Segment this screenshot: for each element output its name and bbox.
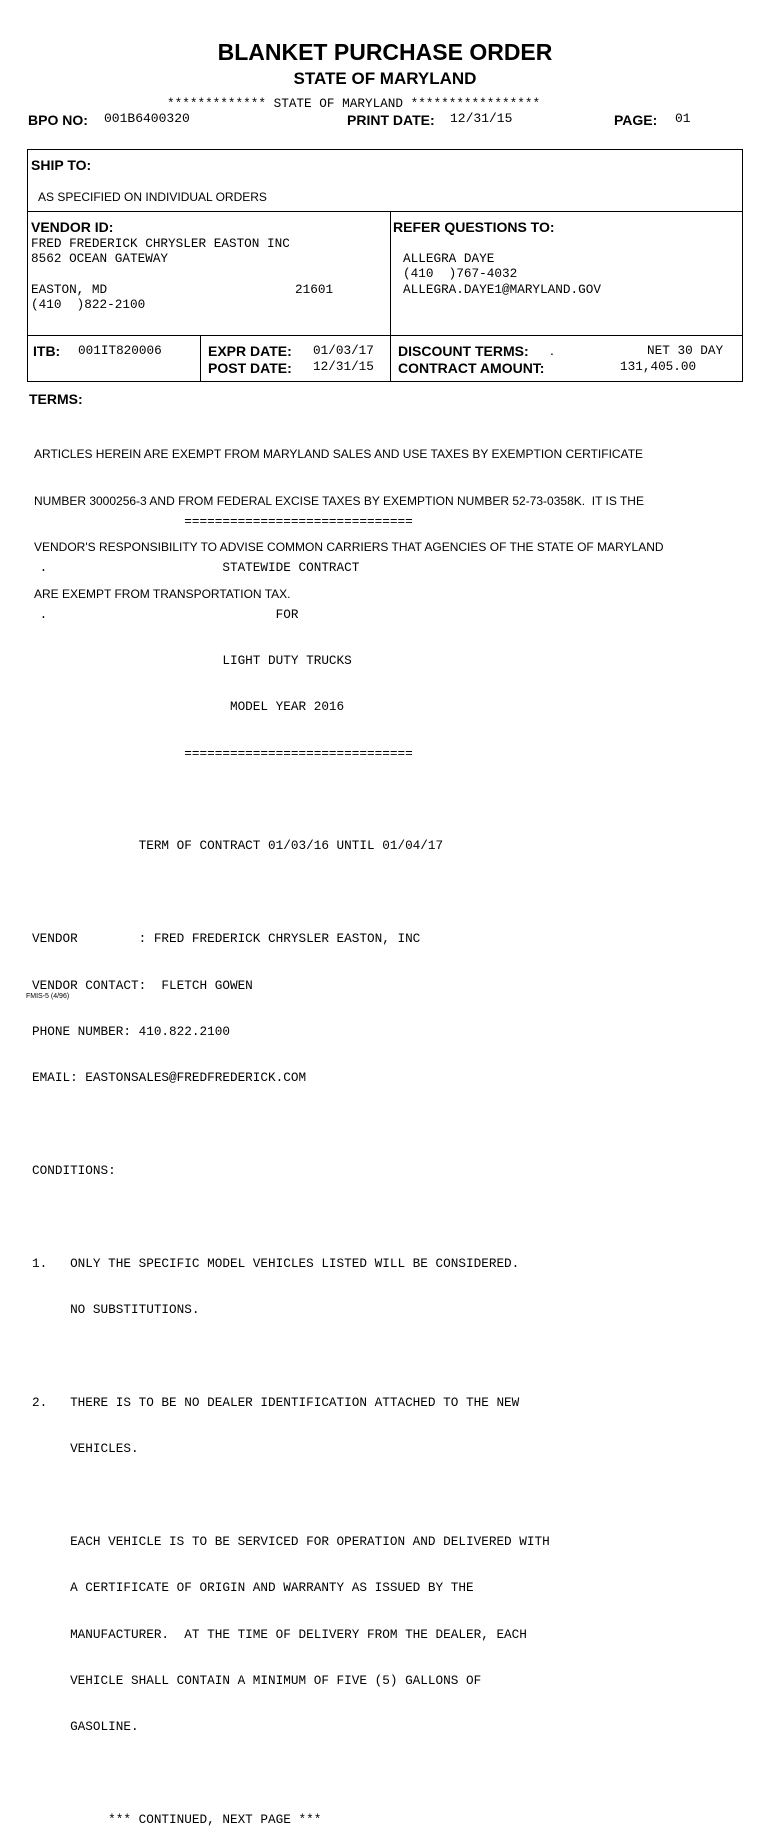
discount-terms-value: NET 30 DAY (647, 343, 724, 358)
expr-date-label: EXPR DATE: (208, 343, 292, 359)
body-line: VENDOR CONTACT: FLETCH GOWEN (32, 977, 253, 993)
body-line: MODEL YEAR 2016 (32, 699, 345, 715)
body-line: ============================== (32, 745, 413, 761)
page-title: BLANKET PURCHASE ORDER (217, 39, 553, 65)
contract-amount-value: 131,405.00 (620, 359, 697, 374)
vendor-name: FRED FREDERICK CHRYSLER EASTON INC (31, 236, 290, 251)
bpo-label: BPO NO: (28, 112, 88, 128)
post-date-label: POST DATE: (208, 360, 292, 376)
divider-vertical-main (390, 211, 391, 382)
page-subtitle: STATE OF MARYLAND (293, 69, 477, 88)
body-line (32, 1117, 550, 1132)
contract-body (32, 483, 550, 1843)
body-line: *** CONTINUED, NEXT PAGE *** (32, 1811, 322, 1827)
vendor-id-label: VENDOR ID: (31, 219, 114, 235)
terms-line: NUMBER 3000256-3 AND FROM FEDERAL EXCISE TAXES BY EXEMPTION NUMBER 52-73-0358K. IT IS THE (34, 493, 644, 508)
body-line: 1. ONLY THE SPECIFIC MODEL VEHICLES LISTED WILL BE CONSIDERED. (32, 1255, 520, 1271)
body-line: NO SUBSTITUTIONS. (32, 1302, 200, 1318)
body-line: PHONE NUMBER: 410.822.2100 (32, 1023, 230, 1039)
body-line: CONDITIONS: (32, 1162, 116, 1178)
bpo-number: 001B6400320 (104, 111, 190, 126)
body-line: 2. THERE IS TO BE NO DEALER IDENTIFICATION ATTACHED TO THE NEW (32, 1394, 520, 1410)
body-line: LIGHT DUTY TRUCKS (32, 652, 352, 668)
body-line (32, 1487, 550, 1502)
page-label: PAGE: (614, 112, 658, 128)
vendor-city: EASTON, MD (31, 282, 108, 297)
body-line (32, 1766, 550, 1781)
vendor-zip: 21601 (295, 282, 334, 297)
body-line: VENDOR : FRED FREDERICK CHRYSLER EASTON, INC (32, 931, 421, 947)
divider-ship-to (27, 211, 743, 212)
refer-email: ALLEGRA.DAYE1@MARYLAND.GOV (403, 282, 601, 297)
body-line: ============================== (32, 513, 413, 529)
body-line: GASOLINE. (32, 1719, 139, 1735)
vendor-phone: (410 )822-2100 (31, 297, 146, 312)
discount-terms-dot: . (550, 342, 554, 358)
contract-amount-label: CONTRACT AMOUNT: (398, 360, 545, 376)
body-line (32, 1209, 550, 1224)
print-date-value: 12/31/15 (450, 111, 513, 126)
body-line: MANUFACTURER. AT THE TIME OF DELIVERY FROM THE DEALER, EACH (32, 1626, 527, 1642)
body-line: A CERTIFICATE OF ORIGIN AND WARRANTY AS ISSUED BY THE (32, 1580, 474, 1596)
terms-line: VENDOR'S RESPONSIBILITY TO ADVISE COMMON CARRIERS THAT AGENCIES OF THE STATE OF MARYLAND (34, 540, 664, 554)
body-line (32, 885, 550, 900)
ship-to-label: SHIP TO: (31, 157, 92, 173)
body-line: . STATEWIDE CONTRACT (32, 560, 360, 576)
terms-label: TERMS: (29, 391, 83, 407)
refer-name: ALLEGRA DAYE (403, 251, 495, 266)
refer-phone: (410 )767-4032 (403, 266, 518, 281)
body-line: TERM OF CONTRACT 01/03/16 UNTIL 01/04/17 (32, 838, 444, 854)
itb-label: ITB: (33, 343, 61, 359)
page-number: 01 (675, 111, 691, 126)
divider-vertical-itb (200, 335, 201, 382)
refer-questions-label: REFER QUESTIONS TO: (393, 219, 555, 235)
body-line (32, 792, 550, 807)
terms-line: ARE EXEMPT FROM TRANSPORTATION TAX. (34, 586, 291, 601)
body-line: EACH VEHICLE IS TO BE SERVICED FOR OPERATION AND DELIVERED WITH (32, 1533, 550, 1549)
print-date-label: PRINT DATE: (347, 112, 435, 128)
discount-terms-label: DISCOUNT TERMS: (398, 343, 529, 359)
expr-date-value: 01/03/17 (313, 343, 374, 358)
form-id: FMIS-5 (4/96) (26, 993, 70, 1000)
body-line: VEHICLE SHALL CONTAIN A MINIMUM OF FIVE (5) GALLONS OF (32, 1672, 482, 1688)
body-line: . FOR (32, 606, 299, 622)
body-line: VEHICLES. (32, 1441, 139, 1457)
body-line (32, 1348, 550, 1363)
body-line: EMAIL: EASTONSALES@FREDFREDERICK.COM (32, 1070, 307, 1086)
ship-to-value: AS SPECIFIED ON INDIVIDUAL ORDERS (38, 190, 267, 204)
itb-value: 001IT820006 (78, 343, 162, 358)
terms-line: ARTICLES HEREIN ARE EXEMPT FROM MARYLAND SALES AND USE TAXES BY EXEMPTION CERTIFICATE (34, 447, 644, 461)
post-date-value: 12/31/15 (313, 359, 374, 374)
divider-vendor (27, 335, 743, 336)
state-banner: ************* STATE OF MARYLAND ***************** (167, 96, 541, 111)
vendor-address: 8562 OCEAN GATEWAY (31, 251, 169, 266)
